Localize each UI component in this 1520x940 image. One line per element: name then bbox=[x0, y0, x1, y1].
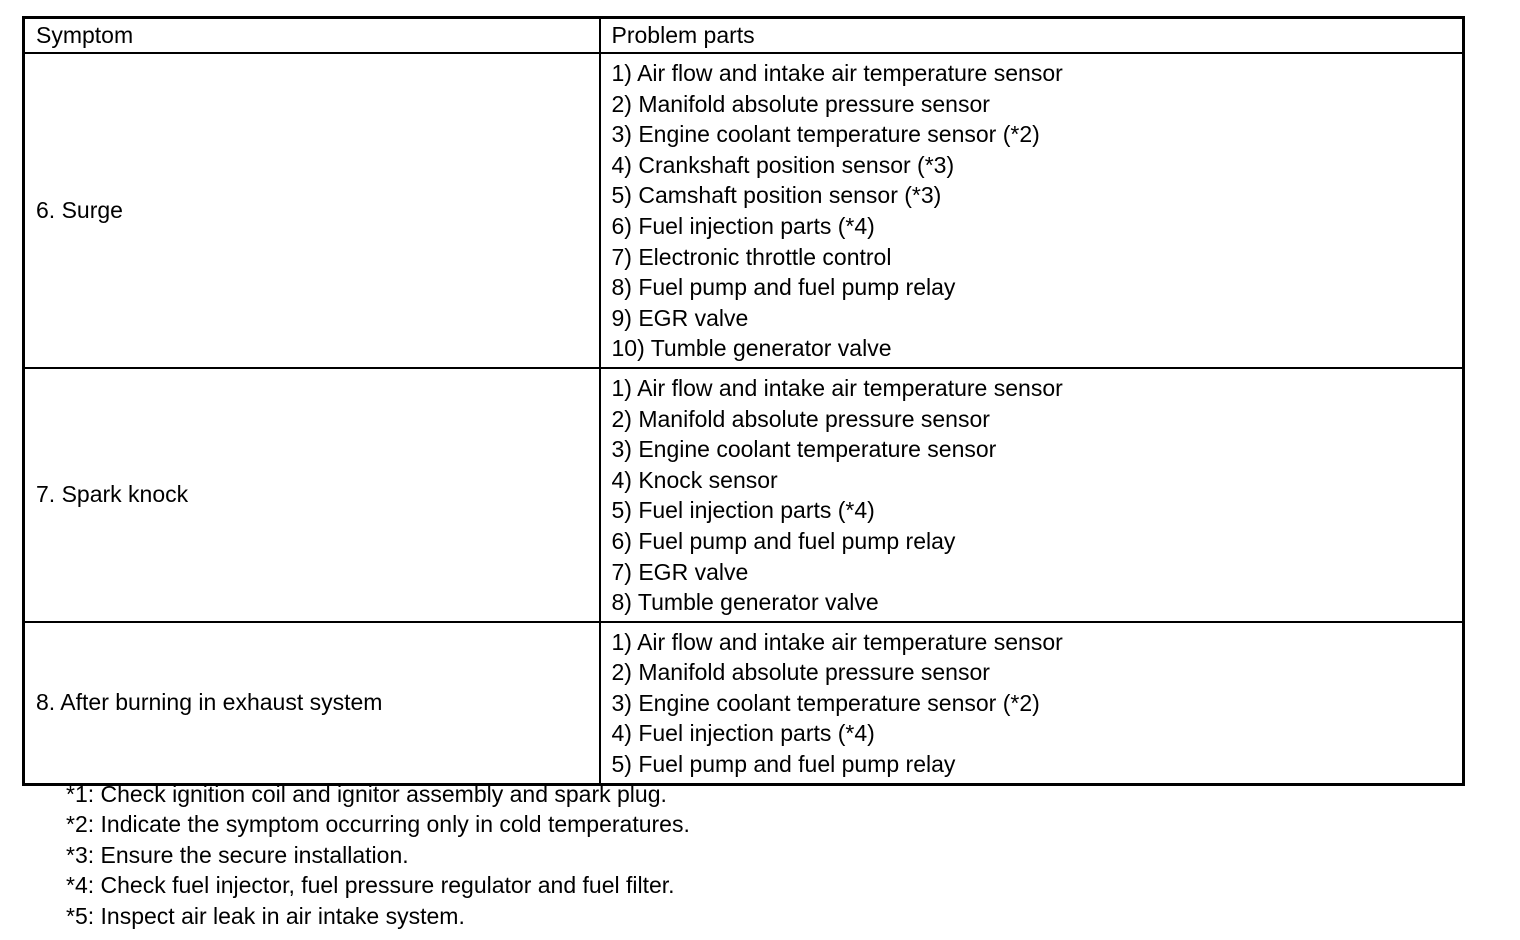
table-row bbox=[24, 53, 1464, 368]
footnote: *3: Ensure the secure installation. bbox=[66, 841, 409, 868]
part-item: 4) Knock sensor bbox=[611, 466, 778, 493]
part-item: 3) Engine coolant temperature sensor (*2) bbox=[611, 689, 1040, 716]
header-symptom: Symptom bbox=[24, 18, 600, 54]
part-item: 3) Engine coolant temperature sensor bbox=[611, 436, 997, 463]
symptom-cell: 8. After burning in exhaust system bbox=[24, 622, 600, 784]
part-item: 3) Engine coolant temperature sensor (*2) bbox=[611, 121, 1040, 148]
problem-parts-cell bbox=[600, 622, 1464, 784]
symptom-table bbox=[22, 16, 1465, 786]
part-item: 5) Fuel injection parts (*4) bbox=[611, 497, 875, 524]
problem-parts-cell bbox=[600, 53, 1464, 368]
part-item: 8) Fuel pump and fuel pump relay bbox=[611, 274, 956, 301]
symptom-cell: 7. Spark knock bbox=[24, 368, 600, 622]
footnote: *5: Inspect air leak in air intake system. bbox=[66, 902, 465, 929]
part-item: 2) Manifold absolute pressure sensor bbox=[611, 659, 990, 686]
part-item: 5) Camshaft position sensor (*3) bbox=[611, 182, 942, 209]
footnote: *4: Check fuel injector, fuel pressure regulator and fuel filter. bbox=[66, 872, 675, 899]
problem-parts-cell bbox=[600, 368, 1464, 622]
part-item: 1) Air flow and intake air temperature sensor bbox=[611, 628, 1063, 655]
table-row bbox=[24, 622, 1464, 784]
part-item: 7) Electronic throttle control bbox=[611, 243, 892, 270]
symptom-cell: 6. Surge bbox=[24, 53, 600, 368]
table-row bbox=[24, 368, 1464, 622]
part-item: 7) EGR valve bbox=[611, 558, 749, 585]
footnote: *1: Check ignition coil and ignitor assembly and spark plug. bbox=[66, 781, 667, 807]
part-item: 9) EGR valve bbox=[611, 304, 749, 331]
part-item: 4) Crankshaft position sensor (*3) bbox=[611, 151, 955, 178]
footnotes bbox=[66, 779, 690, 931]
part-item: 2) Manifold absolute pressure sensor bbox=[611, 405, 990, 432]
part-item: 1) Air flow and intake air temperature sensor bbox=[611, 374, 1063, 401]
table-header-row bbox=[24, 18, 1464, 54]
part-item: 8) Tumble generator valve bbox=[611, 589, 879, 616]
part-item: 2) Manifold absolute pressure sensor bbox=[611, 90, 990, 117]
part-item: 10) Tumble generator valve bbox=[611, 335, 892, 362]
header-problem-parts: Problem parts bbox=[600, 18, 1464, 54]
part-item: 6) Fuel pump and fuel pump relay bbox=[611, 527, 956, 554]
part-item: 1) Air flow and intake air temperature sensor bbox=[611, 60, 1063, 86]
footnote: *2: Indicate the symptom occurring only in cold temperatures. bbox=[66, 811, 690, 838]
part-item: 4) Fuel injection parts (*4) bbox=[611, 720, 875, 747]
part-item: 5) Fuel pump and fuel pump relay bbox=[611, 751, 956, 778]
part-item: 6) Fuel injection parts (*4) bbox=[611, 212, 875, 239]
